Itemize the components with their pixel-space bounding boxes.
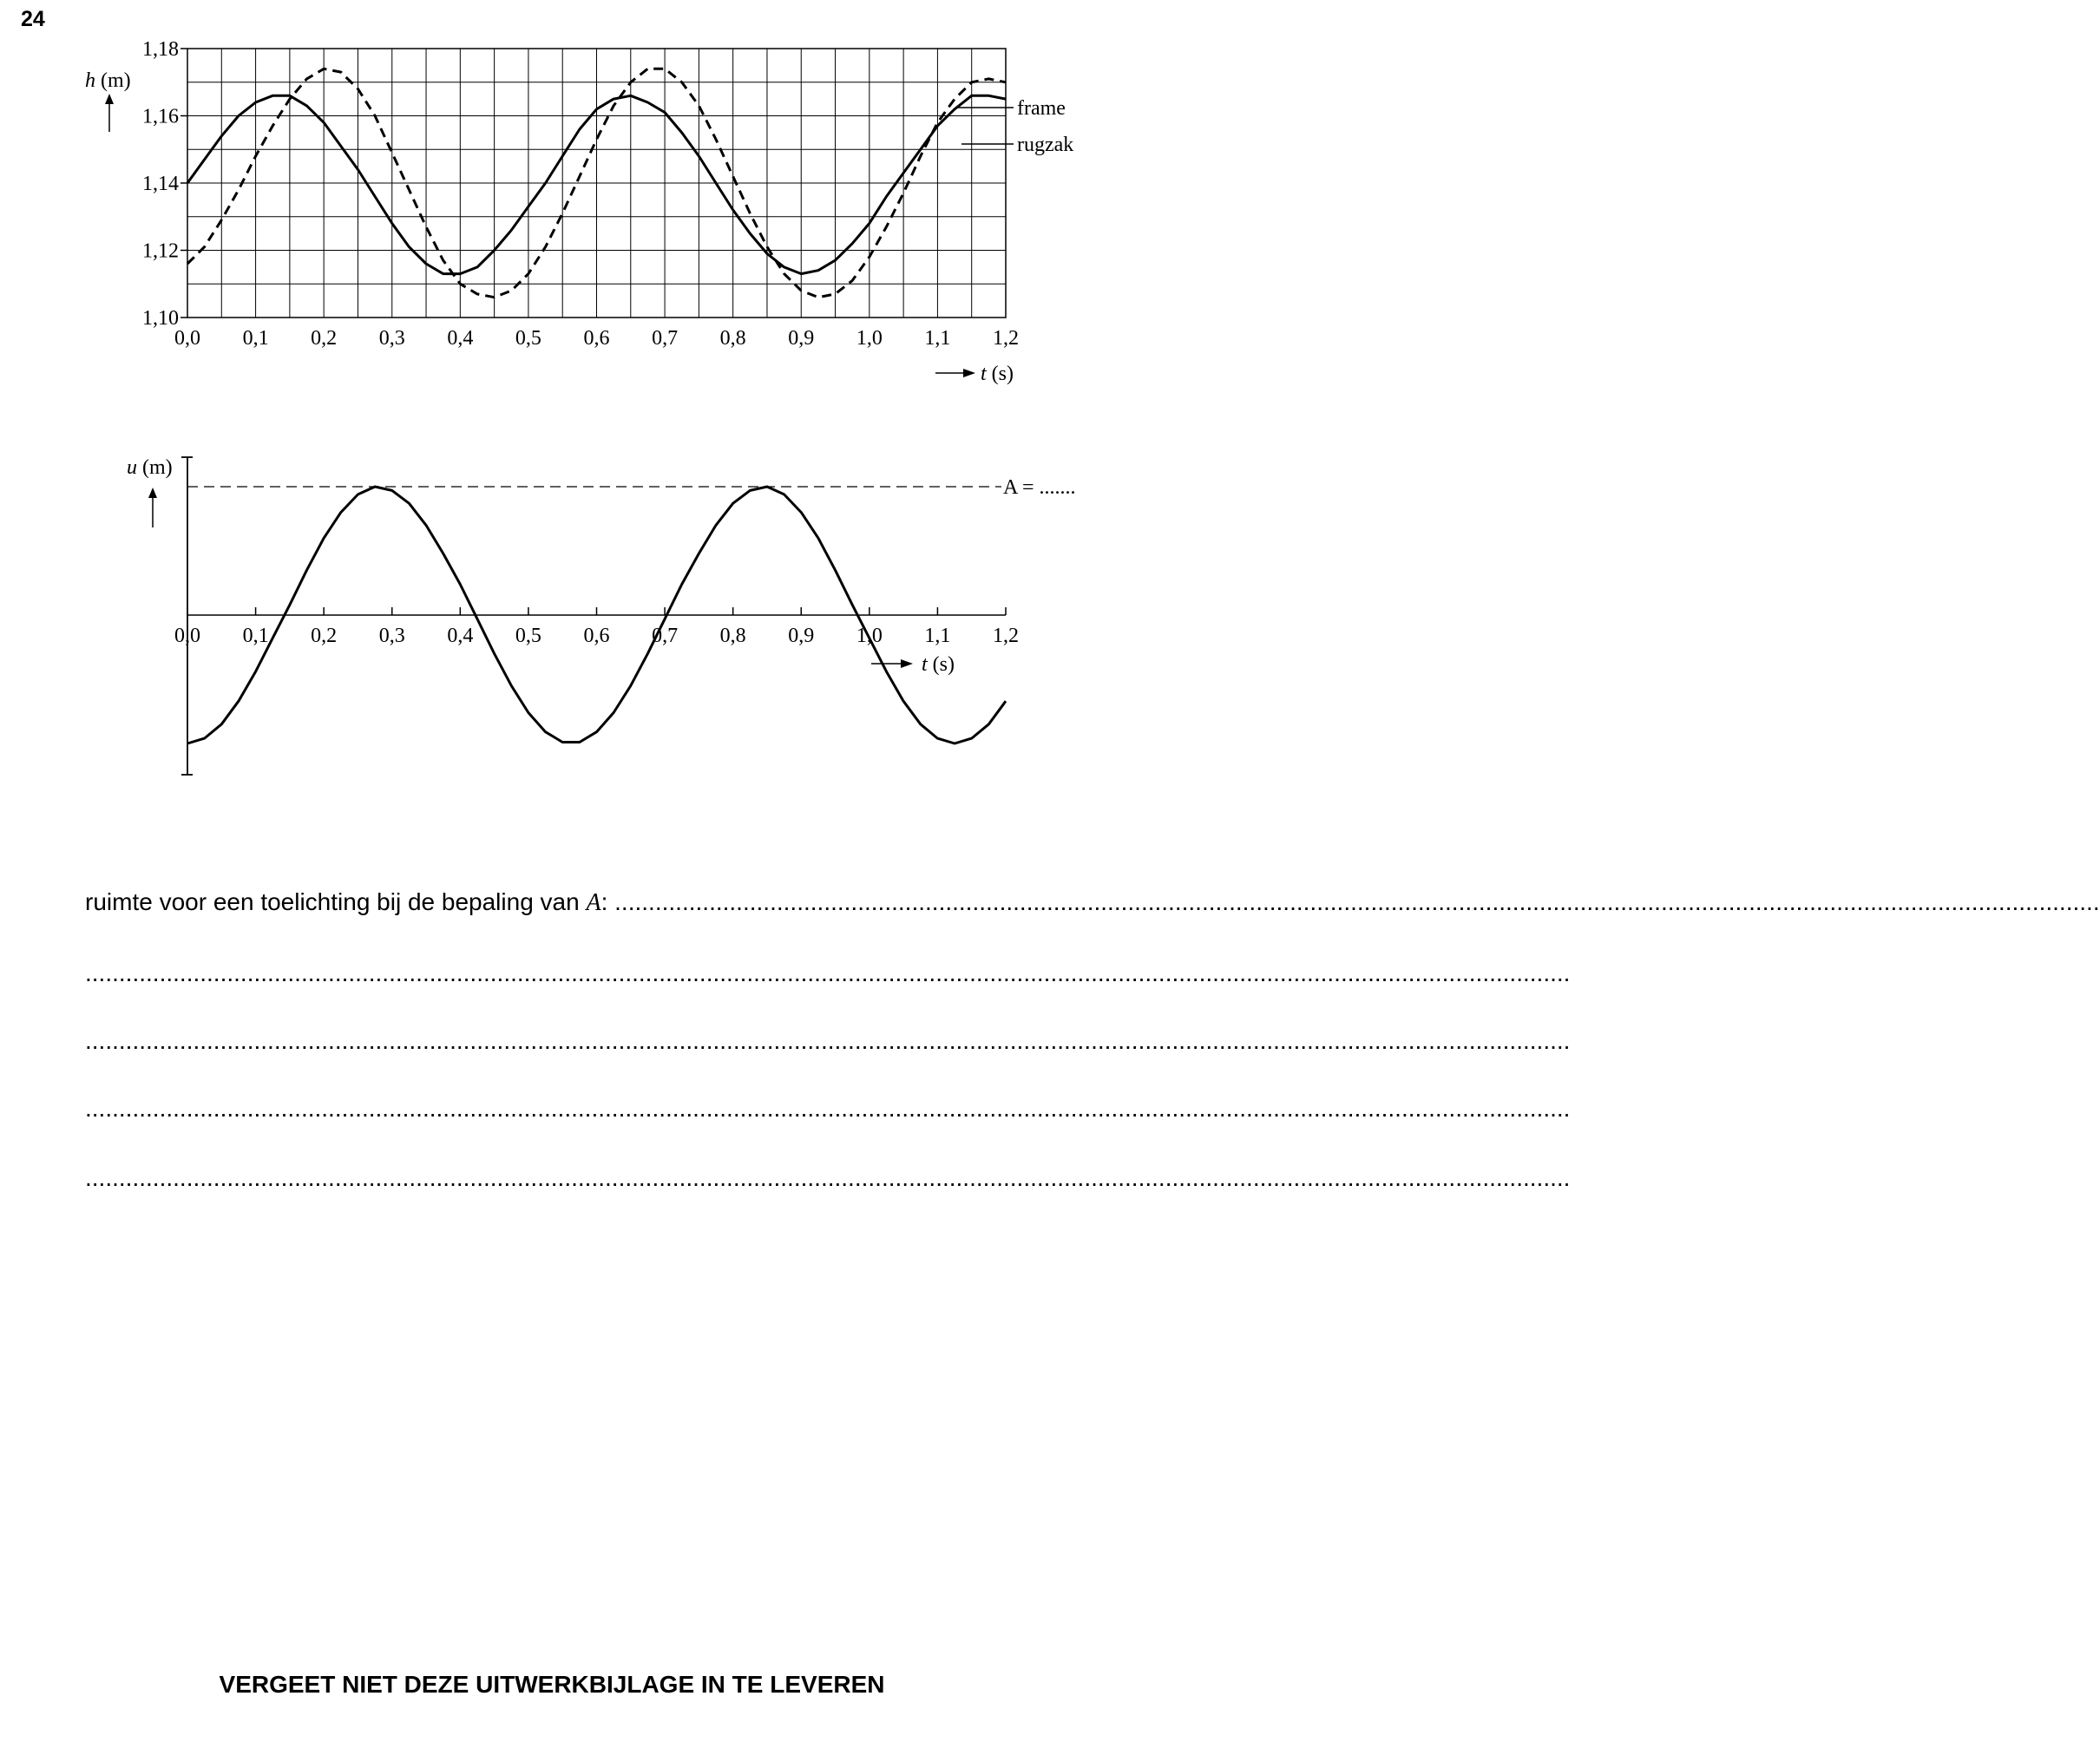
answer-line[interactable]	[85, 959, 1571, 987]
y-tick-label: 1,18	[142, 38, 179, 61]
x-tick-label: 1,1	[924, 625, 951, 647]
answer-prompt-text: ruimte voor een toelichting bij de bepaling van	[85, 888, 587, 915]
x-tick-label: 0,2	[311, 625, 338, 647]
x-tick-label: 0,9	[788, 327, 815, 350]
x-tick-label: 1,1	[924, 327, 951, 350]
x-tick-label: 0,0	[174, 625, 200, 647]
series-label: frame	[1017, 97, 1066, 120]
x-tick-label: 0,1	[242, 327, 269, 350]
y-tick-label: 1,12	[142, 239, 179, 263]
charts-svg	[0, 0, 1104, 833]
y-axis-label: u (m)	[127, 456, 173, 479]
x-tick-label: 0,8	[719, 327, 746, 350]
answer-prompt-suffix: :	[600, 888, 615, 915]
x-axis-arrowhead	[901, 659, 913, 668]
x-tick-label: 0,3	[378, 327, 405, 350]
x-tick-label: 0,5	[515, 327, 541, 350]
question-number: 24	[21, 7, 45, 31]
amplitude-label: A = .......	[1003, 476, 1076, 499]
y-axis-arrowhead	[105, 94, 114, 104]
y-axis-arrowhead	[148, 488, 157, 498]
x-tick-label: 0,9	[788, 625, 815, 647]
x-tick-label: 0,6	[583, 327, 610, 350]
x-tick-label: 0,4	[447, 327, 474, 350]
answer-dots: ............................................................................................................................................................................................................................	[85, 959, 1571, 986]
answer-dots: ............................................................................................................................................................................................................................	[614, 888, 2100, 915]
answer-dots: ............................................................................................................................................................................................................................	[85, 1164, 1571, 1191]
x-tick-label: 1,0	[856, 625, 883, 647]
x-tick-label: 1,2	[993, 625, 1019, 647]
x-axis-label: t (s)	[922, 653, 955, 676]
answer-line-prompt[interactable]	[85, 888, 2100, 917]
x-tick-label: 0,8	[719, 625, 746, 647]
x-tick-label: 0,6	[583, 625, 610, 647]
answer-line[interactable]	[85, 1164, 1571, 1192]
x-tick-label: 0,2	[311, 327, 338, 350]
y-tick-label: 1,10	[142, 307, 179, 330]
x-tick-label: 0,3	[378, 625, 405, 647]
answer-dots: ............................................................................................................................................................................................................................	[85, 1027, 1571, 1054]
footer-note: VERGEET NIET DEZE UITWERKBIJLAGE IN TE LEVEREN	[219, 1671, 885, 1698]
x-tick-label: 1,0	[856, 327, 883, 350]
chart-h-vs-t	[85, 38, 1073, 385]
y-tick-label: 1,14	[142, 173, 179, 195]
x-tick-label: 0,0	[174, 327, 200, 350]
answer-dots: ............................................................................................................................................................................................................................	[85, 1095, 1571, 1122]
x-axis-arrowhead	[963, 369, 975, 377]
y-axis-label: h (m)	[85, 69, 131, 92]
answer-line[interactable]	[85, 1095, 1571, 1123]
answer-line[interactable]	[85, 1027, 1571, 1055]
x-tick-label: 0,5	[515, 625, 541, 647]
answer-prompt-variable: A	[586, 889, 601, 916]
x-tick-label: 0,4	[447, 625, 474, 647]
x-tick-label: 1,2	[993, 327, 1019, 350]
x-tick-label: 0,1	[242, 625, 269, 647]
series-label: rugzak	[1017, 134, 1074, 156]
chart-u-vs-t	[127, 456, 1076, 775]
x-axis-label: t (s)	[981, 363, 1014, 385]
x-tick-label: 0,7	[652, 625, 679, 647]
x-tick-label: 0,7	[652, 327, 679, 350]
y-tick-label: 1,16	[142, 105, 179, 128]
